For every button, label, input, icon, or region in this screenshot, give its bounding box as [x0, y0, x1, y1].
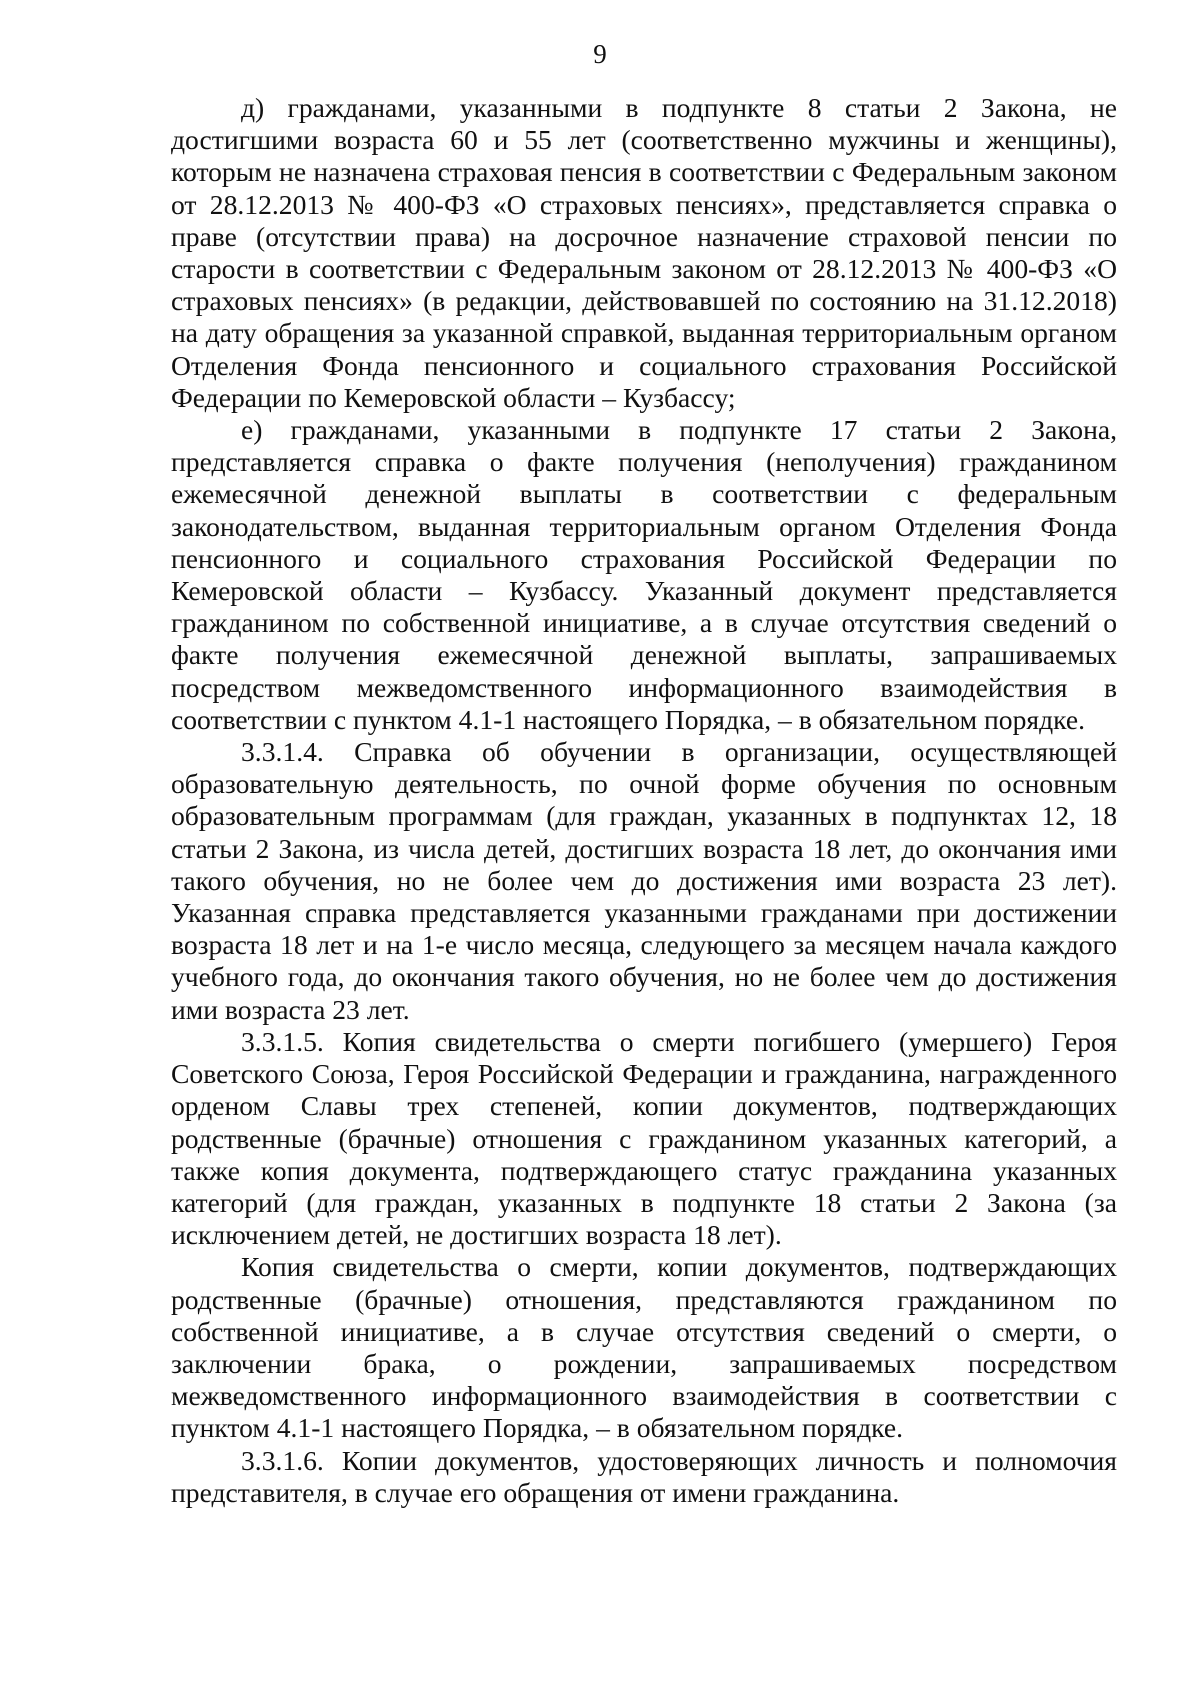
paragraph-3-3-1-5: 3.3.1.5. Копия свидетельства о смерти погибшего (умершего) Героя Советского Союза, Героя Российской Федерации и гражданина, награжденного орденом Славы трех степеней, копии документов, подтверждающих родственные (брачные) отношения с гражданином указанных категорий, а также копия документа, подтверждающего статус гражданина указанных категорий (для граждан, указанных в подпункте 18 статьи 2 Закона (за исключением детей, не достигших возраста 18 лет).	[171, 1025, 1117, 1251]
document-body	[171, 92, 1117, 1509]
paragraph-3-3-1-4: 3.3.1.4. Справка об обучении в организации, осуществляющей образовательную деятельность, по очной форме обучения по основным образовательным программам (для граждан, указанных в подпунктах 12, 18 статьи 2 Закона, из числа детей, достигших возраста 18 лет, до окончания ими такого обучения, но не более чем до достижения ими возраста 23 лет). Указанная справка представляется указанными гражданами при достижении возраста 18 лет и на 1-е число месяца, следующего за месяцем начала каждого учебного года, до окончания такого обучения, но не более чем до достижения ими возраста 23 лет.	[171, 736, 1117, 1025]
page-number: 9	[593, 39, 607, 69]
paragraph-subitem-e: е) гражданами, указанными в подпункте 17 статьи 2 Закона, представляется справка о факте получения (неполучения) гражданином ежемесячной денежной выплаты в соответствии с федеральным законодательством, выданная территориальным органом Отделения Фонда пенсионного и социального страхования Российской Федерации по Кемеровской области – Кузбассу. Указанный документ представляется гражданином по собственной инициативе, а в случае отсутствия сведений о факте получения ежемесячной денежной выплаты, запрашиваемых посредством межведомственного информационного взаимодействия в соответствии с пунктом 4.1-1 настоящего Порядка, – в обязательном порядке.	[171, 414, 1117, 735]
paragraph-death-certificate-copies: Копия свидетельства о смерти, копии документов, подтверждающих родственные (брачные) отношения, представляются гражданином по собственной инициативе, а в случае отсутствия сведений о смерти, о заключении брака, о рождении, запрашиваемых посредством межведомственного информационного взаимодействия в соответствии с пунктом 4.1-1 настоящего Порядка, – в обязательном порядке.	[171, 1251, 1117, 1444]
paragraph-subitem-d: д) гражданами, указанными в подпункте 8 статьи 2 Закона, не достигшими возраста 60 и 55 лет (соответственно мужчины и женщины), которым не назначена страховая пенсия в соответствии с Федеральным законом от 28.12.2013 № 400-ФЗ «О страховых пенсиях», представляется справка о праве (отсутствии права) на досрочное назначение страховой пенсии по старости в соответствии с Федеральным законом от 28.12.2013 № 400-ФЗ «О страховых пенсиях» (в редакции, действовавшей по состоянию на 31.12.2018) на дату обращения за указанной справкой, выданная территориальным органом Отделения Фонда пенсионного и социального страхования Российской Федерации по Кемеровской области – Кузбассу;	[171, 92, 1117, 413]
paragraph-3-3-1-6: 3.3.1.6. Копии документов, удостоверяющих личность и полномочия представителя, в случае его обращения от имени гражданина.	[171, 1444, 1117, 1508]
